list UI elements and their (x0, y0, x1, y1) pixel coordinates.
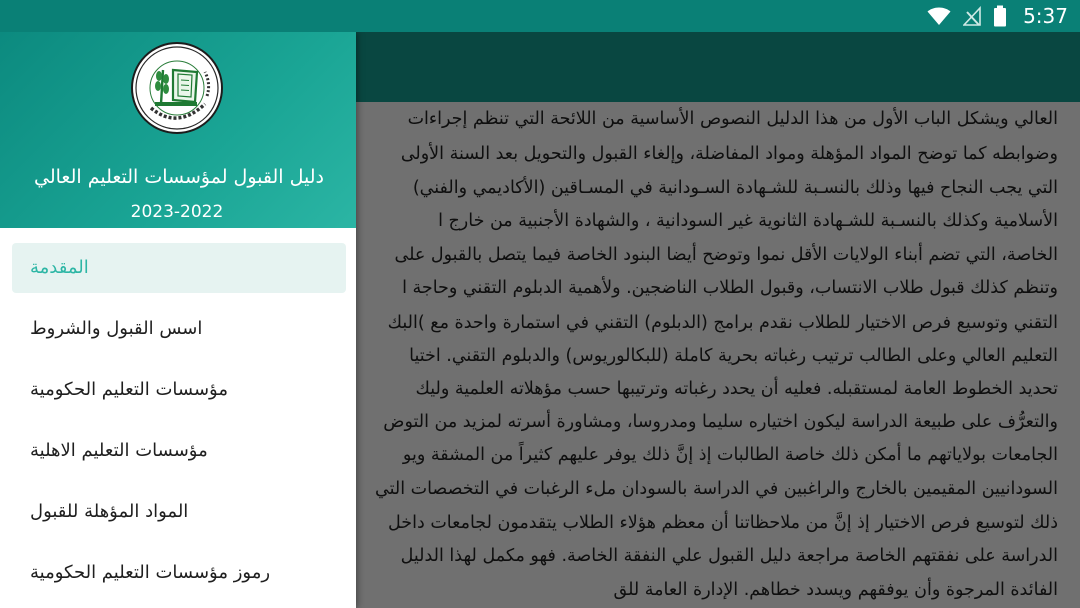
menu-item-introduction[interactable] (12, 243, 346, 293)
navigation-drawer (0, 32, 356, 608)
menu-item-label: المواد المؤهلة للقبول (30, 501, 189, 522)
status-bar (0, 0, 1080, 32)
drawer-year: 2023-2022 (130, 202, 224, 222)
menu-item-government-institutions[interactable] (12, 365, 346, 415)
clock: 5:37 (1023, 4, 1068, 28)
menu-item-label: اسس القبول والشروط (30, 318, 203, 339)
drawer-header (0, 32, 356, 228)
wifi-icon (927, 6, 951, 26)
menu-item-label: مؤسسات التعليم الحكومية (30, 379, 228, 400)
drawer-title: دليل القبول لمؤسسات التعليم العالي (34, 166, 324, 188)
status-icons (927, 4, 1068, 28)
drawer-menu (0, 228, 356, 598)
menu-item-private-institutions[interactable] (12, 426, 346, 476)
menu-item-label: مؤسسات التعليم الاهلية (30, 440, 208, 461)
signal-off-icon (963, 6, 981, 26)
menu-item-admission-rules[interactable] (12, 304, 346, 354)
menu-item-government-codes[interactable] (12, 548, 346, 598)
battery-icon (993, 5, 1007, 27)
menu-item-label: رموز مؤسسات التعليم الحكومية (30, 562, 271, 583)
menu-item-qualifying-subjects[interactable] (12, 487, 346, 537)
ministry-emblem-icon (131, 42, 223, 134)
menu-item-label: المقدمة (30, 257, 89, 278)
